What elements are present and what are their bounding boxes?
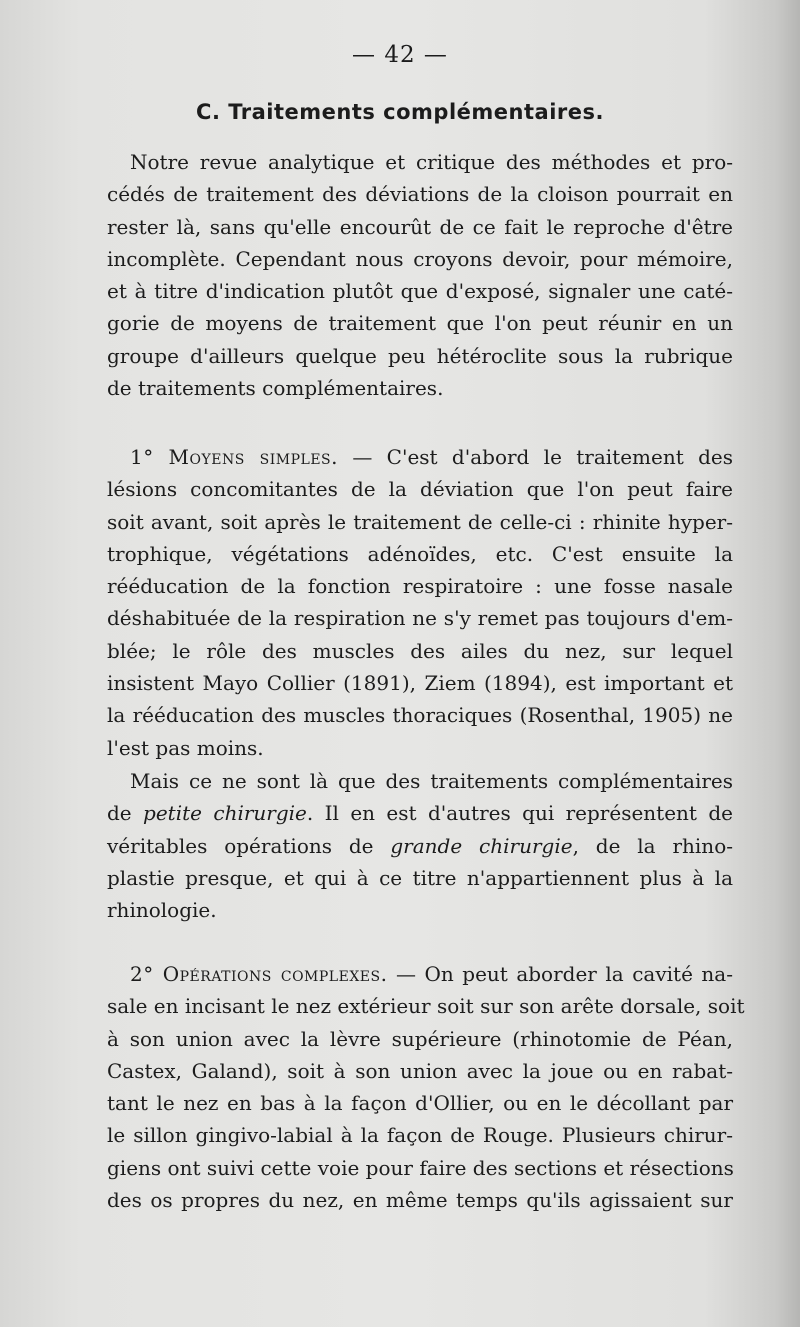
text-line <box>107 441 733 473</box>
text-line: Notre revue analytique et critique des méthodes et pro- <box>130 150 733 174</box>
text-line: l'est pas moins. <box>107 735 264 760</box>
text-fragment: véritables opérations de <box>107 833 391 858</box>
text-line: trophique, végétations adénoïdes, etc. C'est ensuite la <box>107 541 733 566</box>
text-line: plastie presque, et qui à ce titre n'appartiennent plus à la <box>107 865 733 890</box>
paragraph-moyens-simples <box>107 441 733 764</box>
text-line <box>107 830 733 862</box>
italic-term: grande chirurgie <box>390 833 573 858</box>
text-line: de traitements complémentaires. <box>107 376 444 401</box>
text-fragment: — C'est d'abord le traitement des <box>337 445 733 469</box>
subsection-heading: 2° Opérations complexes. <box>130 962 388 986</box>
text-line: le sillon gingivo-labial à la façon de Rouge. Plusieurs chirur- <box>107 1123 733 1148</box>
text-line: à son union avec la lèvre supérieure (rhinotomie de Péan, <box>107 1026 733 1051</box>
text-line <box>107 958 733 990</box>
text-line: rééducation de la fonction respiratoire : une fosse nasale <box>107 574 733 599</box>
text-line: blée; le rôle des muscles des ailes du nez, sur lequel <box>107 638 733 663</box>
text-line: rhinologie. <box>107 898 217 923</box>
paragraph-intro <box>107 146 733 404</box>
paragraph-operations-complexes <box>107 958 745 1216</box>
subsection-heading: 1° Moyens simples. <box>130 445 338 469</box>
italic-term: petite chirurgie <box>143 801 307 826</box>
text-line: Castex, Galand), soit à son union avec la joue ou en rabat- <box>107 1058 733 1083</box>
text-line <box>107 797 733 829</box>
text-fragment: . Il en est d'autres qui représentent de <box>306 801 733 826</box>
page-number: — 42 — <box>352 42 448 68</box>
text-fragment: — On peut aborder la cavité na- <box>387 962 733 986</box>
text-line: lésions concomitantes de la déviation que l'on peut faire <box>107 477 733 502</box>
text-line: Mais ce ne sont là que des traitements complémentaires <box>130 769 733 793</box>
text-line: soit avant, soit après le traitement de celle-ci : rhinite hyper- <box>107 509 733 534</box>
text-line: déshabituée de la respiration ne s'y remet pas toujours d'em- <box>107 606 733 631</box>
text-line: des os propres du nez, en même temps qu'ils agissaient sur <box>107 1188 733 1213</box>
paragraph-petite-chirurgie <box>107 765 733 926</box>
text-line: groupe d'ailleurs quelque peu hétéroclite sous la rubrique <box>107 343 733 368</box>
text-line: giens ont suivi cette voie pour faire des sections et résections <box>107 1155 734 1180</box>
text-line: la rééducation des muscles thoraciques (Rosenthal, 1905) ne <box>107 703 733 728</box>
text-line: rester là, sans qu'elle encourût de ce fait le reproche d'être <box>107 214 733 239</box>
text-line: gorie de moyens de traitement que l'on peut réunir en un <box>107 311 733 336</box>
text-line: et à titre d'indication plutôt que d'exposé, signaler une caté- <box>107 279 733 304</box>
text-line: tant le nez en bas à la façon d'Ollier, ou en le décollant par <box>107 1091 733 1116</box>
text-fragment: , de la rhino- <box>572 833 733 858</box>
text-line: insistent Mayo Collier (1891), Ziem (1894), est important et <box>107 671 733 696</box>
text-fragment: de <box>107 801 144 826</box>
text-line: cédés de traitement des déviations de la cloison pourrait en <box>107 182 733 207</box>
section-title: C. Traitements complémentaires. <box>196 100 604 124</box>
text-line: incomplète. Cependant nous croyons devoir, pour mémoire, <box>107 246 733 271</box>
text-line: sale en incisant le nez extérieur soit sur son arête dorsale, soit <box>107 994 745 1019</box>
